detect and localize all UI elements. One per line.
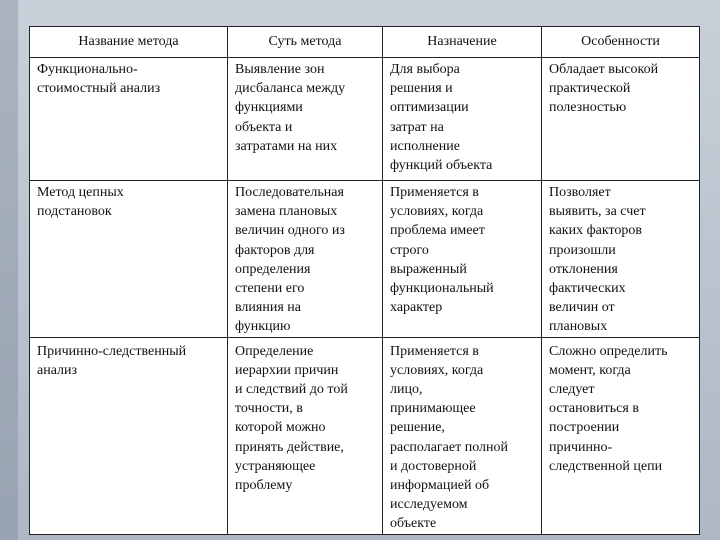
cell-method-name [30, 58, 228, 181]
methods-table [29, 26, 700, 535]
header-method-essence: Суть метода [228, 27, 383, 58]
header-method-name: Название метода [30, 27, 228, 58]
cell-method-essence [228, 337, 383, 534]
cell-method-name [30, 337, 228, 534]
cell-purpose [383, 58, 542, 181]
cell-text: Позволяет выявить, за счет каких факторов произошли отклонения фактических величин от плановых [549, 185, 646, 335]
table-row [30, 58, 700, 181]
cell-method-essence [228, 58, 383, 181]
cell-text: Выявление зон дисбаланса между функциями объекта и затратами на них [235, 62, 346, 154]
cell-text: Для выбора решения и оптимизации затрат на исполнение функций объекта [390, 62, 493, 174]
table-row [30, 337, 700, 534]
cell-text: Последовательная замена плановых величин одного из факторов для определения степени его влияния на функцию [235, 185, 345, 335]
table-row [30, 181, 700, 338]
cell-features [542, 337, 700, 534]
header-features: Особенности [542, 27, 700, 58]
cell-text: Применяется в условиях, когда лицо, принимающее решение, располагает полной и достоверной информацией об исследуемом объекте [390, 343, 509, 532]
slide-side-stripe [0, 0, 18, 540]
cell-text: Определение иерархии причин и следствий до той точности, в которой можно принять действие, устраняющее проблему [235, 343, 348, 494]
cell-text: Сложно определить момент, когда следует остановиться в построении причинно- следственной цепи [549, 343, 668, 474]
cell-text: Функционально- стоимостный анализ [37, 62, 161, 97]
cell-method-essence [228, 181, 383, 338]
header-purpose: Назначение [383, 27, 542, 58]
methods-table-container [29, 26, 699, 535]
cell-text: Причинно-следственный анализ [37, 343, 187, 378]
cell-features [542, 181, 700, 338]
cell-text: Метод цепных подстановок [37, 185, 124, 220]
cell-features [542, 58, 700, 181]
cell-method-name [30, 181, 228, 338]
cell-purpose [383, 337, 542, 534]
cell-text: Применяется в условиях, когда проблема имеет строго выраженный функциональный характер [390, 185, 494, 316]
table-header-row [30, 27, 700, 58]
cell-purpose [383, 181, 542, 338]
cell-text: Обладает высокой практической полезностью [549, 62, 659, 116]
